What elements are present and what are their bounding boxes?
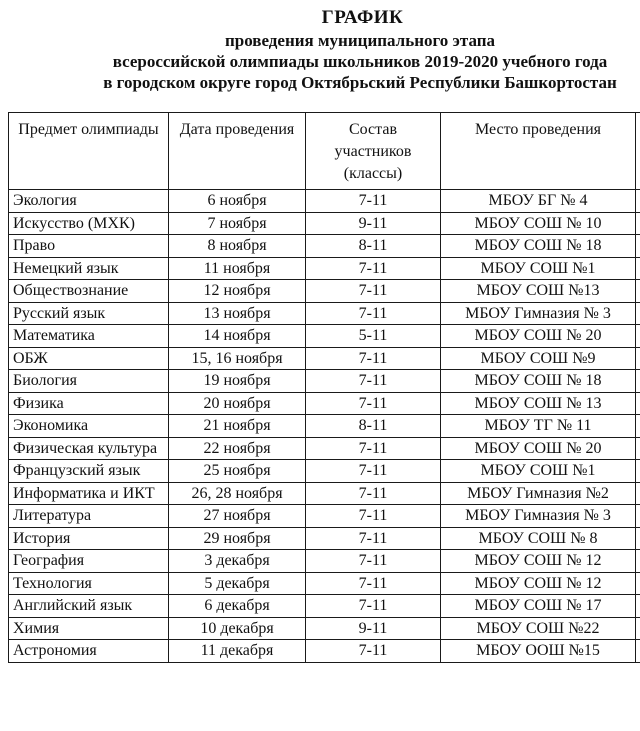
cell-date: 27 ноября <box>169 505 306 528</box>
cell-date: 22 ноября <box>169 437 306 460</box>
cell-date: 12 ноября <box>169 280 306 303</box>
cell-subject: Химия <box>9 617 169 640</box>
cell-date: 15, 16 ноября <box>169 347 306 370</box>
cell-date: 6 декабря <box>169 595 306 618</box>
cell-date: 20 ноября <box>169 392 306 415</box>
cell-cut-off <box>636 550 640 573</box>
table-row <box>9 325 640 348</box>
column-header-subject: Предмет олимпиады <box>9 113 169 190</box>
cell-cut-off <box>636 572 640 595</box>
cell-venue: МБОУ СОШ №1 <box>441 257 636 280</box>
cell-cut-off <box>636 392 640 415</box>
cell-grades: 7-11 <box>306 572 441 595</box>
cell-subject: История <box>9 527 169 550</box>
cell-grades: 7-11 <box>306 280 441 303</box>
cell-subject: Физика <box>9 392 169 415</box>
cell-venue: МБОУ Гимназия № 3 <box>441 302 636 325</box>
cell-cut-off <box>636 325 640 348</box>
column-header-cut-off <box>636 113 640 190</box>
cell-cut-off <box>636 370 640 393</box>
table-row <box>9 392 640 415</box>
cell-subject: Английский язык <box>9 595 169 618</box>
cell-cut-off <box>636 460 640 483</box>
document-title: ГРАФИК <box>321 7 404 28</box>
cell-grades: 7-11 <box>306 347 441 370</box>
cell-cut-off <box>636 437 640 460</box>
cell-cut-off <box>636 212 640 235</box>
cell-venue: МБОУ СОШ № 20 <box>441 437 636 460</box>
cell-venue: МБОУ СОШ № 8 <box>441 527 636 550</box>
cell-date: 21 ноября <box>169 415 306 438</box>
cell-cut-off <box>636 640 640 663</box>
cell-grades: 9-11 <box>306 617 441 640</box>
column-header-venue: Место проведения <box>441 113 636 190</box>
cell-grades: 7-11 <box>306 302 441 325</box>
cell-grades: 9-11 <box>306 212 441 235</box>
cell-venue: МБОУ СОШ № 12 <box>441 550 636 573</box>
cell-grades: 7-11 <box>306 437 441 460</box>
cell-subject: Немецкий язык <box>9 257 169 280</box>
cell-grades: 7-11 <box>306 550 441 573</box>
cell-venue: МБОУ СОШ № 13 <box>441 392 636 415</box>
cell-grades: 8-11 <box>306 415 441 438</box>
cell-grades: 7-11 <box>306 190 441 213</box>
cell-cut-off <box>636 482 640 505</box>
cell-venue: МБОУ СОШ № 20 <box>441 325 636 348</box>
cell-subject: География <box>9 550 169 573</box>
cell-date: 6 ноября <box>169 190 306 213</box>
table-body <box>9 190 640 663</box>
cell-subject: ОБЖ <box>9 347 169 370</box>
table-row <box>9 302 640 325</box>
table-row <box>9 460 640 483</box>
cell-cut-off <box>636 280 640 303</box>
cell-date: 5 декабря <box>169 572 306 595</box>
cell-subject: Астрономия <box>9 640 169 663</box>
cell-date: 8 ноября <box>169 235 306 258</box>
cell-cut-off <box>636 527 640 550</box>
cell-grades: 7-11 <box>306 257 441 280</box>
cell-grades: 7-11 <box>306 640 441 663</box>
cell-subject: Русский язык <box>9 302 169 325</box>
cell-grades: 7-11 <box>306 595 441 618</box>
cell-venue: МБОУ СОШ №22 <box>441 617 636 640</box>
table-header-row <box>9 113 640 190</box>
cell-grades: 7-11 <box>306 392 441 415</box>
cell-subject: Технология <box>9 572 169 595</box>
table-row <box>9 415 640 438</box>
cell-venue: МБОУ СОШ №9 <box>441 347 636 370</box>
cell-cut-off <box>636 415 640 438</box>
cell-grades: 8-11 <box>306 235 441 258</box>
cell-subject: Физическая культура <box>9 437 169 460</box>
cell-cut-off <box>636 617 640 640</box>
cell-venue: МБОУ СОШ № 18 <box>441 370 636 393</box>
table-row <box>9 437 640 460</box>
cell-cut-off <box>636 235 640 258</box>
cell-cut-off <box>636 347 640 370</box>
subtitle-line-2: всероссийской олимпиады школьников 2019-2020 учебного года <box>112 52 608 71</box>
cell-venue: МБОУ СОШ № 17 <box>441 595 636 618</box>
cell-cut-off <box>636 190 640 213</box>
cell-venue: МБОУ СОШ №13 <box>441 280 636 303</box>
cell-cut-off <box>636 595 640 618</box>
cell-grades: 7-11 <box>306 505 441 528</box>
subtitle-line-1: проведения муниципального этапа <box>224 31 496 50</box>
cell-venue: МБОУ ТГ № 11 <box>441 415 636 438</box>
cell-subject: Биология <box>9 370 169 393</box>
table-row <box>9 257 640 280</box>
cell-subject: Искусство (МХК) <box>9 212 169 235</box>
cell-venue: МБОУ БГ № 4 <box>441 190 636 213</box>
subtitle-line-3: в городском округе город Октябрьский Республики Башкортостан <box>103 73 617 92</box>
cell-cut-off <box>636 505 640 528</box>
column-header-participants: Состав участников (классы) <box>306 113 441 190</box>
cell-subject: Математика <box>9 325 169 348</box>
table-row <box>9 235 640 258</box>
table-row <box>9 190 640 213</box>
cell-grades: 7-11 <box>306 460 441 483</box>
cell-date: 13 ноября <box>169 302 306 325</box>
olympiad-schedule-table <box>8 112 640 663</box>
cell-venue: МБОУ ООШ №15 <box>441 640 636 663</box>
cell-subject: Право <box>9 235 169 258</box>
table-row <box>9 280 640 303</box>
cell-date: 11 декабря <box>169 640 306 663</box>
table-row <box>9 482 640 505</box>
cell-subject: Обществознание <box>9 280 169 303</box>
cell-venue: МБОУ СОШ № 18 <box>441 235 636 258</box>
cell-date: 10 декабря <box>169 617 306 640</box>
cell-grades: 7-11 <box>306 482 441 505</box>
cell-grades: 7-11 <box>306 527 441 550</box>
cell-venue: МБОУ СОШ №1 <box>441 460 636 483</box>
table-row <box>9 617 640 640</box>
table-row <box>9 550 640 573</box>
table-row <box>9 640 640 663</box>
cell-date: 7 ноября <box>169 212 306 235</box>
cell-date: 11 ноября <box>169 257 306 280</box>
cell-venue: МБОУ Гимназия №2 <box>441 482 636 505</box>
cell-cut-off <box>636 302 640 325</box>
cell-subject: Литература <box>9 505 169 528</box>
cell-date: 14 ноября <box>169 325 306 348</box>
cell-venue: МБОУ Гимназия № 3 <box>441 505 636 528</box>
table-row <box>9 595 640 618</box>
cell-venue: МБОУ СОШ № 10 <box>441 212 636 235</box>
cell-subject: Информатика и ИКТ <box>9 482 169 505</box>
cell-subject: Экономика <box>9 415 169 438</box>
cell-grades: 7-11 <box>306 370 441 393</box>
table-row <box>9 572 640 595</box>
cell-date: 26, 28 ноября <box>169 482 306 505</box>
cell-subject: Французский язык <box>9 460 169 483</box>
cell-venue: МБОУ СОШ № 12 <box>441 572 636 595</box>
table-row <box>9 347 640 370</box>
table-row <box>9 527 640 550</box>
document-header <box>0 6 640 93</box>
cell-date: 3 декабря <box>169 550 306 573</box>
column-header-date: Дата проведения <box>169 113 306 190</box>
cell-date: 19 ноября <box>169 370 306 393</box>
cell-subject: Экология <box>9 190 169 213</box>
cell-cut-off <box>636 257 640 280</box>
table-row <box>9 505 640 528</box>
cell-date: 29 ноября <box>169 527 306 550</box>
cell-grades: 5-11 <box>306 325 441 348</box>
table-row <box>9 212 640 235</box>
cell-date: 25 ноября <box>169 460 306 483</box>
table-row <box>9 370 640 393</box>
